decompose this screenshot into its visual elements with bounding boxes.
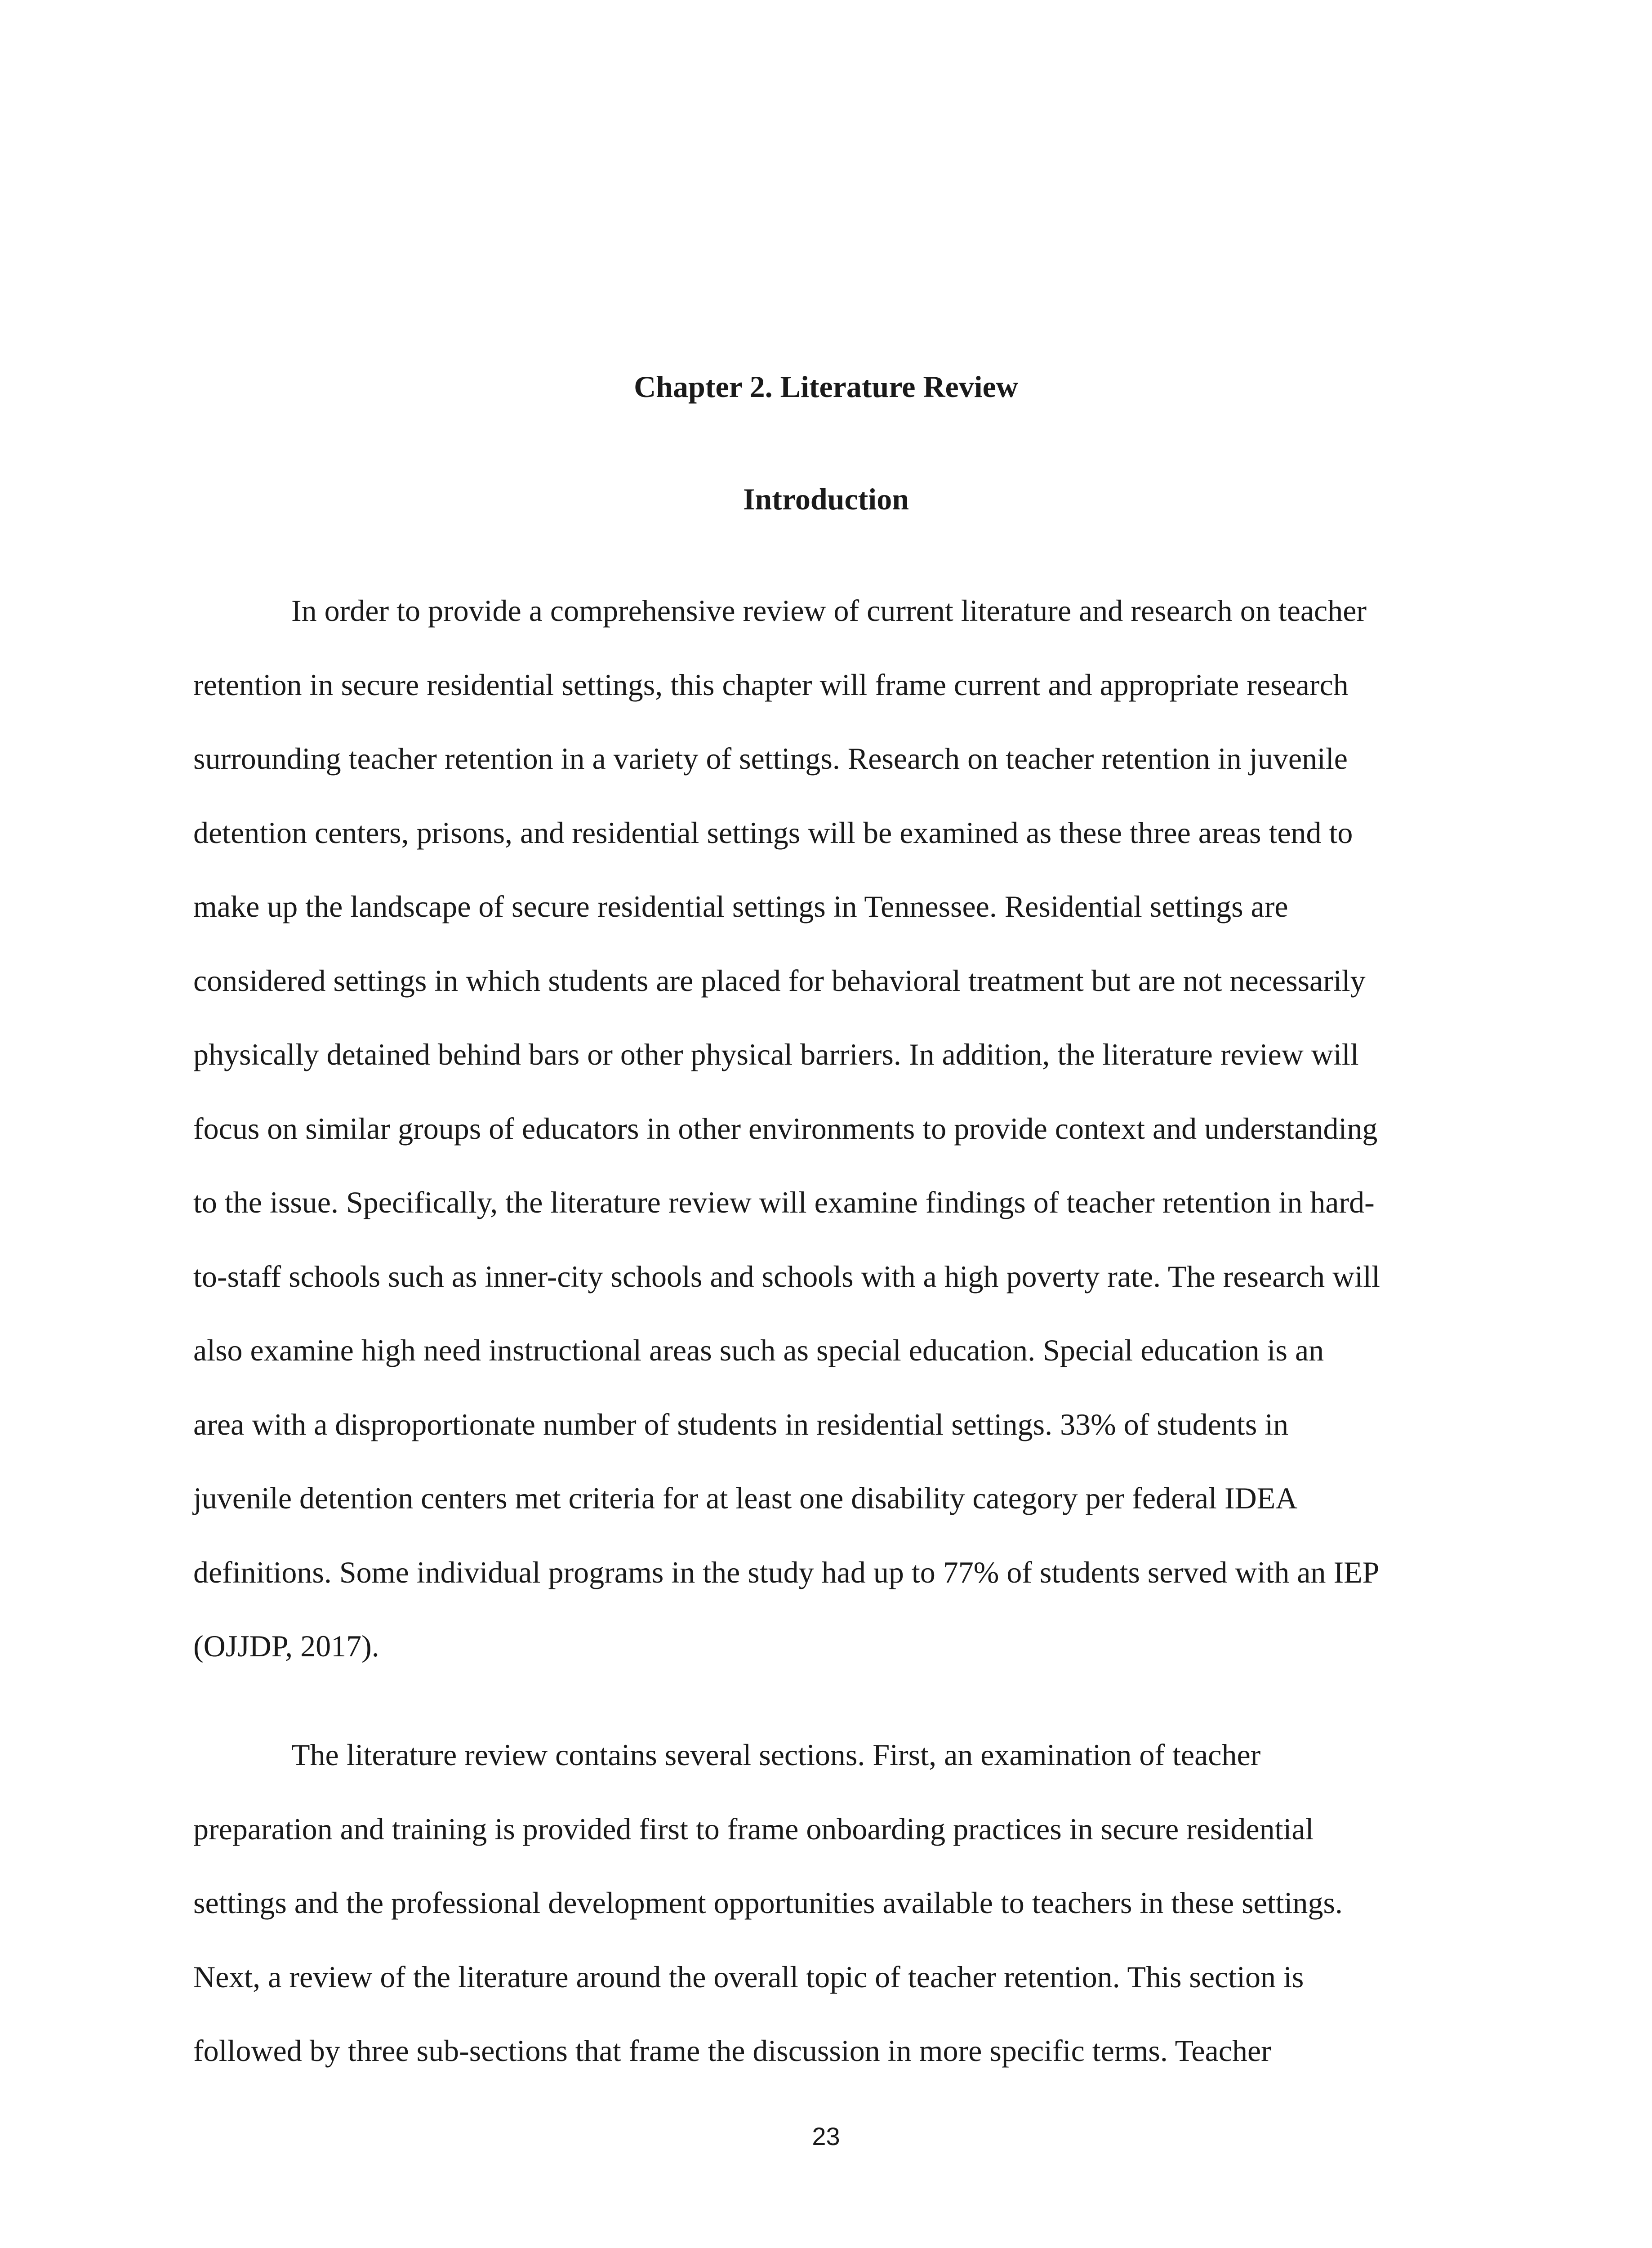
text-line: settings and the professional development opportunities available to teachers in these settings. (193, 1886, 1343, 1920)
text-line: In order to provide a comprehensive review of current literature and research on teacher (291, 593, 1367, 628)
text-line: physically detained behind bars or other physical barriers. In addition, the literature review will (193, 1037, 1359, 1071)
text-line: The literature review contains several sections. First, an examination of teacher (291, 1738, 1261, 1772)
text-line: detention centers, prisons, and residential settings will be examined as these three areas tend to (193, 815, 1353, 850)
text-line: retention in secure residential settings, this chapter will frame current and appropriate research (193, 667, 1349, 702)
section-heading: Introduction (743, 482, 909, 516)
paragraph-1 (193, 588, 1456, 1698)
page-number: 23 (812, 2122, 840, 2150)
text-line: preparation and training is provided first to frame onboarding practices in secure residential (193, 1811, 1314, 1846)
text-line: followed by three sub-sections that frame the discussion in more specific terms. Teacher (193, 2034, 1271, 2068)
text-line: definitions. Some individual programs in the study had up to 77% of students served with an IEP (193, 1555, 1380, 1589)
text-line: surrounding teacher retention in a variety of settings. Research on teacher retention in juvenile (193, 741, 1348, 776)
text-line: area with a disproportionate number of students in residential settings. 33% of students in (193, 1407, 1289, 1441)
text-line: considered settings in which students are placed for behavioral treatment but are not necessarily (193, 963, 1366, 998)
paragraph-2 (193, 1732, 1456, 2102)
text-line: Next, a review of the literature around the overall topic of teacher retention. This section is (193, 1959, 1304, 1994)
text-line: (OJJDP, 2017). (193, 1629, 379, 1663)
text-line: focus on similar groups of educators in other environments to provide context and understanding (193, 1111, 1378, 1146)
chapter-title: Chapter 2. Literature Review (634, 370, 1018, 404)
text-line: make up the landscape of secure residential settings in Tennessee. Residential settings are (193, 889, 1288, 923)
text-line: juvenile detention centers met criteria for at least one disability category per federal IDEA (193, 1481, 1298, 1515)
text-line: also examine high need instructional areas such as special education. Special education is an (193, 1333, 1324, 1367)
text-line: to the issue. Specifically, the literature review will examine findings of teacher retention in hard- (193, 1185, 1375, 1219)
text-line: to-staff schools such as inner-city schools and schools with a high poverty rate. The research will (193, 1259, 1380, 1293)
